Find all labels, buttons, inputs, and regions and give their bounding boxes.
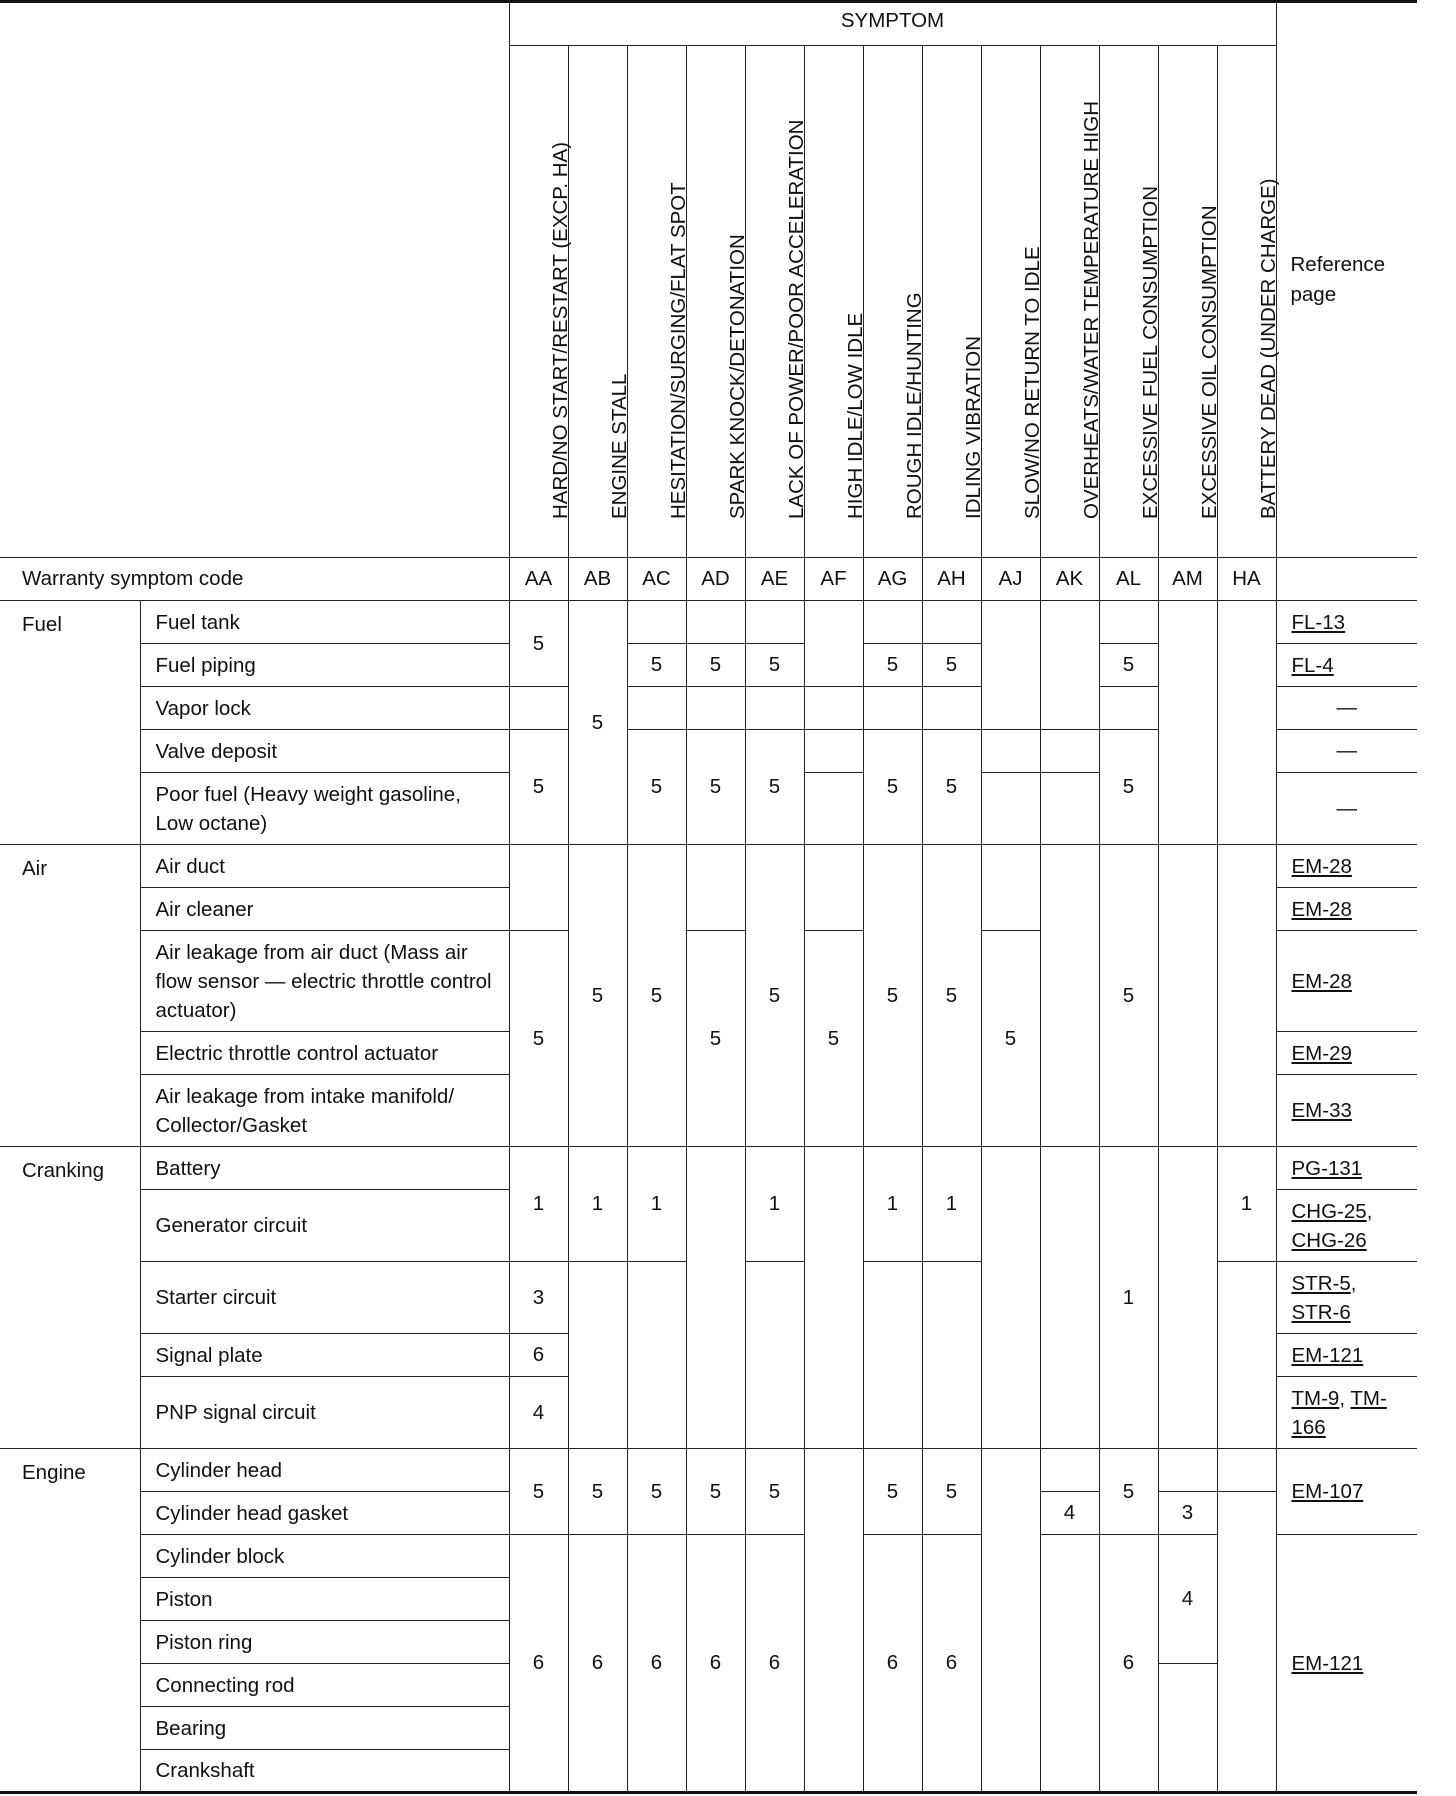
reference-dash: —: [1276, 730, 1417, 773]
rating-cell: 5: [568, 845, 627, 1147]
symptom-header: SYMPTOM: [509, 2, 1276, 46]
symptom-code: AB: [568, 558, 627, 601]
symptom-code: AC: [627, 558, 686, 601]
rating-cell: 5: [804, 931, 863, 1147]
reference-link[interactable]: EM-28: [1276, 845, 1417, 888]
item-label: Signal plate: [140, 1334, 509, 1377]
item-label: Fuel tank: [140, 601, 509, 644]
rating-cell: 5: [627, 845, 686, 1147]
reference-link[interactable]: FL-13: [1276, 601, 1417, 644]
rating-cell: 1: [922, 1147, 981, 1262]
item-label: Starter circuit: [140, 1262, 509, 1334]
rating-cell: 5: [863, 730, 922, 845]
rating-cell: 5: [686, 931, 745, 1147]
reference-link[interactable]: EM-28: [1276, 888, 1417, 931]
rating-cell: 5: [922, 644, 981, 687]
symptom-name: LACK OF POWER/POOR ACCELERATION: [745, 46, 804, 558]
category-air: Air: [0, 845, 140, 1147]
rating-cell: 1: [1217, 1147, 1276, 1262]
symptom-name: ENGINE STALL: [568, 46, 627, 558]
rating-cell: 6: [686, 1535, 745, 1793]
item-label: Air duct: [140, 845, 509, 888]
item-label: Fuel piping: [140, 644, 509, 687]
symptom-code: AM: [1158, 558, 1217, 601]
rating-cell: 6: [1099, 1535, 1158, 1793]
rating-cell: 5: [922, 730, 981, 845]
symptom-name: EXCESSIVE FUEL CONSUMPTION: [1099, 46, 1158, 558]
symptom-code: AJ: [981, 558, 1040, 601]
item-label: Electric throttle control actuator: [140, 1032, 509, 1075]
symptom-code: AL: [1099, 558, 1158, 601]
reference-link[interactable]: TM-9, TM-166: [1276, 1377, 1417, 1449]
warranty-symptom-code-label: Warranty symptom code: [0, 558, 509, 601]
symptom-name: OVERHEATS/WATER TEMPERATURE HIGH: [1040, 46, 1099, 558]
rating-cell: 5: [568, 601, 627, 845]
rating-cell: 6: [568, 1535, 627, 1793]
rating-cell: 6: [922, 1535, 981, 1793]
item-label: Crankshaft: [140, 1750, 509, 1793]
rating-cell: 6: [509, 1535, 568, 1793]
rating-cell: 4: [1040, 1492, 1099, 1535]
item-label: Poor fuel (Heavy weight gasoline, Low octane): [140, 773, 509, 845]
rating-cell: 5: [1099, 845, 1158, 1147]
rating-cell: 6: [745, 1535, 804, 1793]
rating-cell: 5: [509, 601, 568, 687]
item-label: Cylinder head: [140, 1449, 509, 1492]
reference-dash: —: [1276, 773, 1417, 845]
item-label: Connecting rod: [140, 1664, 509, 1707]
rating-cell: 5: [922, 845, 981, 1147]
symptom-name: IDLING VIBRATION: [922, 46, 981, 558]
rating-cell: 5: [686, 1449, 745, 1535]
reference-dash: —: [1276, 687, 1417, 730]
reference-link[interactable]: PG-131: [1276, 1147, 1417, 1190]
symptom-code: AF: [804, 558, 863, 601]
rating-cell: 5: [745, 1449, 804, 1535]
rating-cell: 1: [745, 1147, 804, 1262]
rating-cell: 5: [745, 644, 804, 687]
item-label: Cylinder block: [140, 1535, 509, 1578]
rating-cell: 5: [509, 931, 568, 1147]
item-label: Air leakage from air duct (Mass air flow sensor — electric throttle control actuator): [140, 931, 509, 1032]
rating-cell: 4: [509, 1377, 568, 1449]
rating-cell: 5: [745, 845, 804, 1147]
rating-cell: 5: [1099, 1449, 1158, 1535]
category-engine: Engine: [0, 1449, 140, 1793]
rating-cell: 3: [1158, 1492, 1217, 1535]
rating-cell: 5: [686, 644, 745, 687]
rating-cell: 5: [509, 730, 568, 845]
rating-cell: 5: [863, 845, 922, 1147]
symptom-name: BATTERY DEAD (UNDER CHARGE): [1217, 46, 1276, 558]
rating-cell: 5: [863, 644, 922, 687]
symptom-name: HESITATION/SURGING/FLAT SPOT: [627, 46, 686, 558]
rating-cell: 4: [1158, 1535, 1217, 1664]
reference-link[interactable]: EM-121: [1276, 1535, 1417, 1793]
symptom-code: AD: [686, 558, 745, 601]
rating-cell: 5: [863, 1449, 922, 1535]
reference-link[interactable]: EM-121: [1276, 1334, 1417, 1377]
item-label: Vapor lock: [140, 687, 509, 730]
symptom-code: AA: [509, 558, 568, 601]
rating-cell: 6: [627, 1535, 686, 1793]
rating-cell: 5: [745, 730, 804, 845]
symptom-name: HARD/NO START/RESTART (EXCP. HA): [509, 46, 568, 558]
item-label: Air leakage from intake manifold/ Collector/Gasket: [140, 1075, 509, 1147]
symptom-code: AG: [863, 558, 922, 601]
rating-cell: 5: [686, 730, 745, 845]
item-label: Generator circuit: [140, 1190, 509, 1262]
category-fuel: Fuel: [0, 601, 140, 845]
rating-cell: 1: [568, 1147, 627, 1262]
reference-link[interactable]: FL-4: [1276, 644, 1417, 687]
symptom-code: AE: [745, 558, 804, 601]
symptom-name: SPARK KNOCK/DETONATION: [686, 46, 745, 558]
reference-link[interactable]: EM-28: [1276, 931, 1417, 1032]
rating-cell: 5: [627, 730, 686, 845]
rating-cell: 1: [509, 1147, 568, 1262]
rating-cell: 5: [1099, 730, 1158, 845]
rating-cell: 1: [627, 1147, 686, 1262]
item-label: Valve deposit: [140, 730, 509, 773]
rating-cell: 5: [568, 1449, 627, 1535]
rating-cell: 5: [627, 644, 686, 687]
item-label: PNP signal circuit: [140, 1377, 509, 1449]
reference-link[interactable]: EM-29: [1276, 1032, 1417, 1075]
category-cranking: Cranking: [0, 1147, 140, 1449]
rating-cell: 3: [509, 1262, 568, 1334]
rating-cell: 1: [863, 1147, 922, 1262]
corner-cell: [0, 2, 509, 558]
rating-cell: 5: [922, 1449, 981, 1535]
reference-link[interactable]: EM-107: [1276, 1449, 1417, 1535]
symptom-code: AK: [1040, 558, 1099, 601]
rating-cell: 5: [509, 1449, 568, 1535]
symptom-code: HA: [1217, 558, 1276, 601]
rating-cell: 5: [1099, 644, 1158, 687]
rating-cell: 1: [1099, 1147, 1158, 1449]
item-label: Piston ring: [140, 1621, 509, 1664]
rating-cell: 6: [509, 1334, 568, 1377]
reference-link[interactable]: CHG-25, CHG-26: [1276, 1190, 1417, 1262]
reference-page-header: Reference page: [1276, 2, 1417, 558]
item-label: Bearing: [140, 1707, 509, 1750]
rating-cell: 5: [627, 1449, 686, 1535]
symptom-name: SLOW/NO RETURN TO IDLE: [981, 46, 1040, 558]
item-label: Battery: [140, 1147, 509, 1190]
reference-link[interactable]: STR-5, STR-6: [1276, 1262, 1417, 1334]
reference-link[interactable]: EM-33: [1276, 1075, 1417, 1147]
item-label: Cylinder head gasket: [140, 1492, 509, 1535]
rating-cell: 5: [981, 931, 1040, 1147]
symptom-name: HIGH IDLE/LOW IDLE: [804, 46, 863, 558]
symptom-name: EXCESSIVE OIL CONSUMPTION: [1158, 46, 1217, 558]
empty-cell: [1276, 558, 1417, 601]
item-label: Air cleaner: [140, 888, 509, 931]
symptom-name: ROUGH IDLE/HUNTING: [863, 46, 922, 558]
item-label: Piston: [140, 1578, 509, 1621]
symptom-code: AH: [922, 558, 981, 601]
rating-cell: 6: [863, 1535, 922, 1793]
